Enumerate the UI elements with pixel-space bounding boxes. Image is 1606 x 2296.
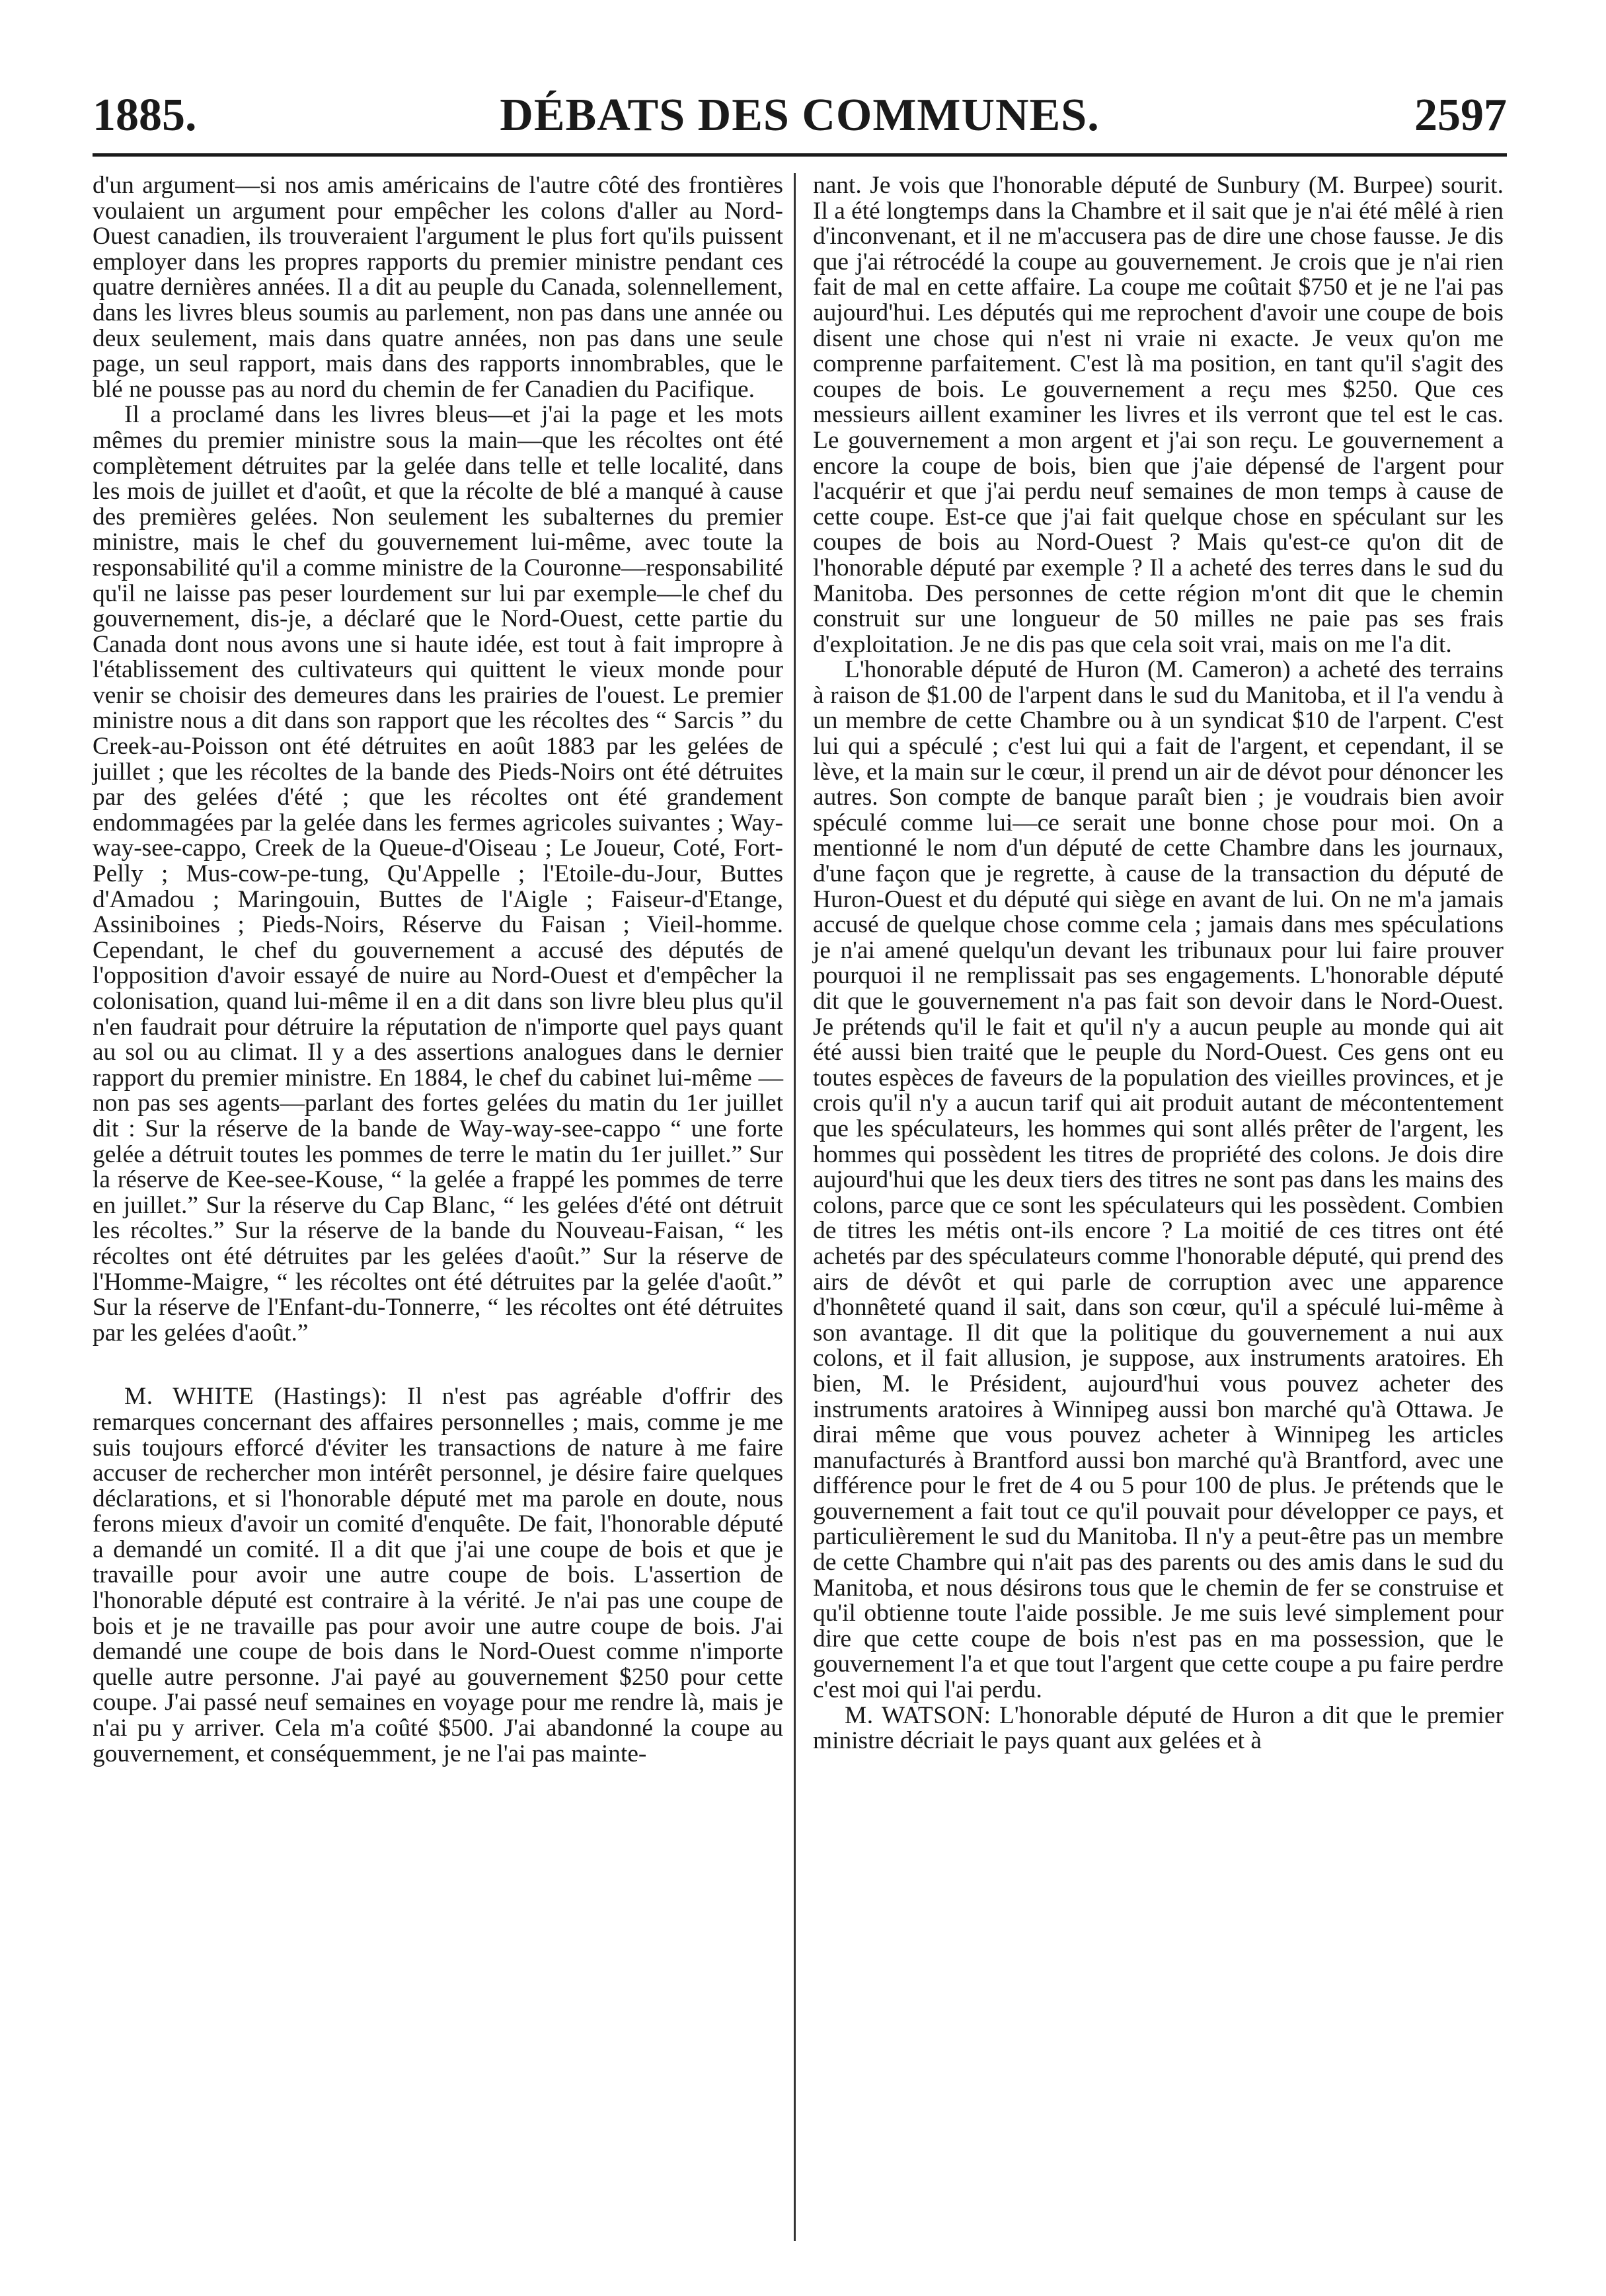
right-paragraph-3 xyxy=(813,1703,1504,1754)
right-paragraph-1: nant. Je vois que l'honorable député de Sunbury (M. Burpee) sourit. Il a été longtemps dans la Chambre et il sait que je n'ai été mêlé à rien d'inconvenant, et il ne m'accusera pas de dire une chose fausse. Je dis que j'ai rétrocédé la coupe au gouvernement. Je crois que je n'ai rien fait de mal en cette affaire. La coupe me coûtait $750 et je ne l'ai pas aujourd'hui. Les députés qui me reprochent d'avoir une coupe de bois disent une chose qui n'est ni vraie ni exacte. Je veux qu'on me comprenne parfaitement. C'est là ma position, en tant qu'il s'agit des coupes de bois. Le gouvernement a reçu mes $250. Que ces messieurs aillent examiner les livres et ils verront que tel est le cas. Le gouvernement a mon argent et j'ai son reçu. Le gouvernement a encore la coupe de bois, bien que j'aie dépensé de l'argent pour l'acquérir et que j'ai perdu neuf semaines de mon temps à cause de cette coupe. Est-ce que j'ai fait quelque chose en spéculant sur les coupes de bois au Nord-Ouest ? Mais qu'est-ce qu'on dit de l'honorable député par exemple ? Il a acheté des terres dans le sud du Manitoba. Des personnes de cette région m'ont dit que le chemin construit sur une longueur de 50 milles ne paie pas ses frais d'exploitation. Je ne dis pas que cela soit vrai, mais on me l'a dit. xyxy=(813,172,1504,658)
left-paragraph-2: Il a proclamé dans les livres bleus—et j'ai la page et les mots mêmes du premier ministre sous la main—que les récoltes ont été complètement détruites par la gelée dans telle et telle localité, dans les mois de juillet et d'août, et que la récolte de blé a manqué à cause des premières gelées. Non seulement les subalternes du premier ministre, mais le chef du gouvernement lui-même, avec toute la responsabilité qu'il a comme ministre de la Couronne—responsabilité qu'il ne laisse pas peser lourdement sur lui par exemple—le chef du gouvernement, dis-je, a déclaré que le Nord-Ouest, cette partie du Canada dont nous avons une si haute idée, est tout à fait impropre à l'établissement des cultivateurs qui quittent le vieux monde pour venir se choisir des demeures dans les prairies de l'ouest. Le premier ministre nous a dit dans son rapport que les récoltes des “ Sarcis ” du Creek-au-Poisson ont été détruites en août 1883 par les gelées de juillet ; que les récoltes de la bande des Pieds-Noirs ont été détruites par des gelées d'été ; que les récoltes ont été grandement endommagées par la gelée dans les fermes agricoles suivantes ; Way-way-see-cappo, Creek de la Queue-d'Oiseau ; Le Joueur, Coté, Fort-Pelly ; Mus-cow-pe-tung, Qu'Appelle ; l'Etoile-du-Jour, Buttes d'Amadou ; Maringouin, Buttes de l'Aigle ; Faiseur-d'Etange, Assiniboines ; Pieds-Noirs, Réserve du Faisan ; Vieil-homme. Cependant, le chef du gouvernement a accusé des députés de l'opposition d'avoir essayé de nuire au Nord-Ouest et d'empêcher la colonisation, quand lui-même il en a dit dans son livre bleu plus qu'il n'en faudrait pour détruire la réputation de n'importe quel pays quant au sol ou au climat. Il y a des assertions analogues dans le dernier rapport du premier ministre. En 1884, le chef du cabinet lui-même —non pas ses agents—parlant des fortes gelées du matin du 1er juillet dit : Sur la réserve de la bande de Way-way-see-cappo “ une forte gelée a détruit toutes les pommes de terre le matin du 1er juillet.” Sur la réserve de Kee-see-Kouse, “ la gelée a frappé les pommes de terre en juillet.” Sur la réserve du Cap Blanc, “ les gelées d'été ont détruit les récoltes.” Sur la réserve de la bande du Nouveau-Faisan, “ les récoltes ont été détruites par les gelées d'août.” Sur la réserve de l'Homme-Maigre, “ les récoltes ont été détruites par la gelée d'août.” Sur la réserve de l'Enfant-du-Tonnerre, “ les récoltes ont été détruites par les gelées d'août.” xyxy=(93,401,783,1347)
speaker-white: M. WHITE (Hastings): xyxy=(124,1383,388,1411)
page-header xyxy=(93,79,1507,152)
speaker-watson: M. WATSON: xyxy=(845,1701,991,1729)
header-page-number: 2597 xyxy=(1414,90,1507,141)
watson-speech: L'honorable député de Huron a dit que le premier ministre décriait le pays quant aux gelées et à xyxy=(813,1701,1504,1755)
header-rule xyxy=(93,153,1507,157)
header-year: 1885. xyxy=(93,90,197,141)
right-column xyxy=(813,173,1504,2248)
white-speech: Il n'est pas agréable d'offrir des remarques concernant des affaires personnelles ; mais, comme je me suis toujours efforcé d'éviter les transactions de nature à me faire accuser de rechercher mon intérêt personnel, je désire faire quelques déclarations, et si l'honorable député met ma parole en doute, nous ferons mieux d'avoir un comité d'enquête. De fait, l'honorable député a demandé un comité. Il a dit que j'ai une coupe de bois et que je travaille pour avoir une autre coupe de bois. L'assertion de l'honorable député est contraire à la vérité. Je n'ai pas une coupe de bois et je ne travaille pas pour avoir une autre coupe de bois. J'ai demandé une coupe de bois dans le Nord-Ouest comme n'importe quelle autre personne. J'ai payé au gouvernement $250 pour cette coupe. J'ai passé neuf semaines en voyage pour me rendre là, mais je n'ai pu y arriver. Cela m'a coûté $500. J'ai abandonné la coupe au gouvernement, et conséquemment, je ne l'ai pas mainte- xyxy=(93,1383,783,1767)
left-paragraph-1: d'un argument—si nos amis américains de l'autre côté des frontières voulaient un argument pour empêcher les colons d'aller au Nord-Ouest canadien, ils trouveraient l'argument le plus fort qu'ils puissent employer dans les propres rapports du premier ministre pendant ces quatre dernières années. Il a dit au peuple du Canada, solennellement, dans les livres bleus soumis au parlement, non pas dans une année ou deux seulement, mais dans quatre années, non pas dans une seule page, un seul rapport, mais dans des rapports innombrables, que le blé ne pousse pas au nord du chemin de fer Canadien du Pacifique. xyxy=(93,172,783,403)
left-paragraph-3 xyxy=(93,1384,783,1767)
header-title: DÉBATS DES COMMUNES. xyxy=(500,90,1100,141)
right-paragraph-2: L'honorable député de Huron (M. Cameron) a acheté des terrains à raison de $1.00 de l'arpent dans le sud du Manitoba, et il l'a vendu à un membre de cette Chambre ou à un syndicat $10 de l'arpent. C'est lui qui a spéculé ; c'est lui qui a fait de l'argent, et cependant, il se lève, et la main sur le cœur, il prend un air de dévot pour dénoncer les autres. Son compte de banque paraît bien ; je voudrais bien avoir spéculé comme lui—ce serait une bonne chose pour moi. On a mentionné le nom d'un député de cette Chambre dans les journaux, d'une façon que je regrette, à cause de la transaction du député de Huron-Ouest et du député qui siège en avant de lui. On ne m'a jamais accusé de quelque chose comme cela ; jamais dans mes spéculations je n'ai amené quelqu'un devant les tribunaux pour lui faire prouver pourquoi il ne remplissait pas ses engagements. L'honorable député dit que le gouvernement n'a pas fait son devoir dans le Nord-Ouest. Je prétends qu'il le fait et qu'il n'y a aucun peuple au monde qui ait été aussi bien traité que le peuple du Nord-Ouest. Ces gens ont eu toutes espèces de faveurs de la population des vieilles provinces, et je crois qu'il n'y a aucun tarif qui ait produit autant de mécontentement que les spéculateurs, les hommes qui sont allés prêter de l'argent, les hommes qui possèdent les titres de propriété des colons. Je dois dire aujourd'hui que les deux tiers des titres ne sont pas dans les mains des colons, parce que ce sont les spéculateurs qui les possèdent. Combien de titres les métis ont-ils encore ? La moitié de ces titres ont été achetés par des spéculateurs comme l'honorable député, qui prend des airs de dévôt et qui parle de corruption avec une apparence d'honnêteté quand il sait, dans son cœur, qu'il a spéculé lui-même à son avantage. Il dit que la politique du gouvernement a nui aux colons, et il fait allusion, je suppose, aux instruments aratoires. Eh bien, M. le Président, aujourd'hui vous pouvez acheter des instruments aratoires à Winnipeg aussi bon marché qu'à Ottawa. Je dirai même que vous pouvez acheter à Winnipeg les articles manufacturés à Brantford aussi bon marché qu'à Brantford, avec une différence pour le fret de 4 ou 5 pour 100 de plus. Je prétends que le gouvernement a fait tout ce qu'il pouvait pour développer ce pays, et particulièrement le sud du Manitoba. Il n'y a peut-être pas un membre de cette Chambre qui n'ait pas des parents ou des amis dans le sud du Manitoba, et nous désirons tous que le chemin de fer se construise et qu'il obtienne toute l'aide possible. Je me suis levé simplement pour dire que cette coupe de bois n'est pas en ma possession, que le gouvernement l'a et que tout l'argent que cette coupe a pu faire perdre c'est moi qui l'ai perdu. xyxy=(813,656,1504,1704)
left-column xyxy=(93,173,783,2248)
column-divider xyxy=(794,173,796,2241)
